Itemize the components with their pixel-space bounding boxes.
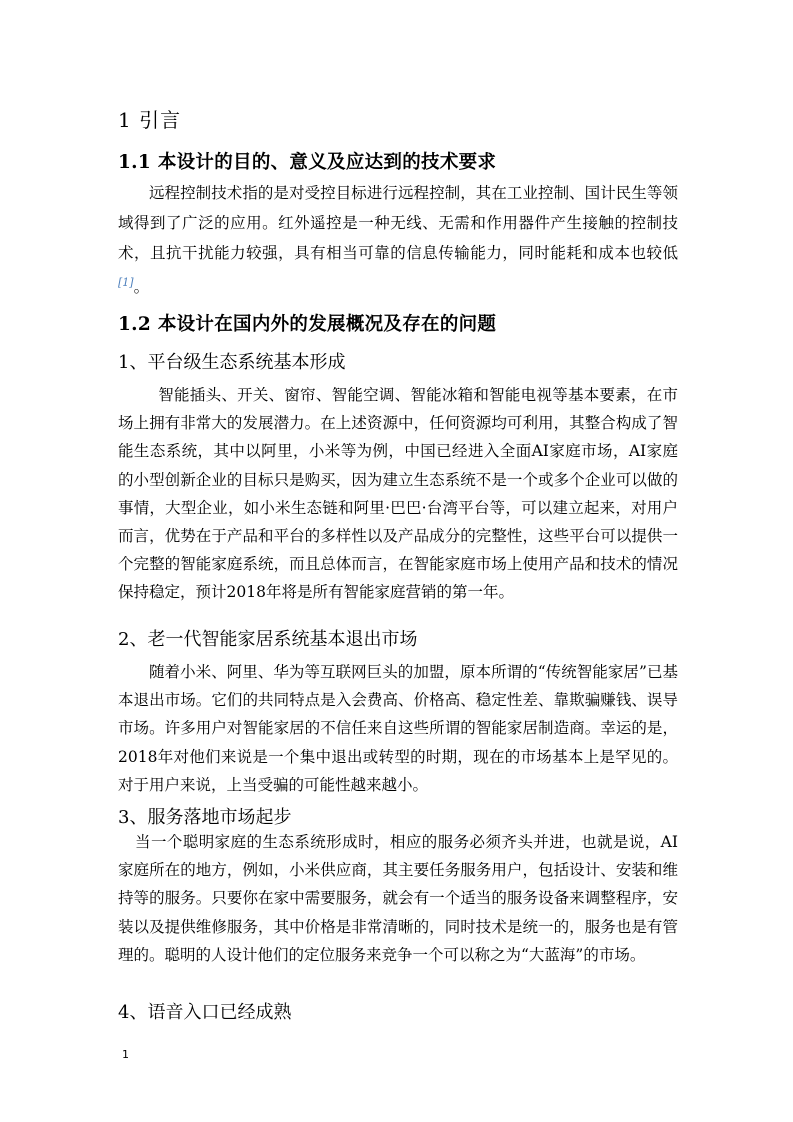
paragraph-purpose-text: 远程控制技术指的是对受控目标进行远程控制，其在工业控制、国计民生等领域得到了广泛的应用。红外遥控是一种无线、无需和作用器件产生接触的控制技术，且抗干扰能力较强，具有相当可靠的信息传输能力，同时能耗和成本也较低 [118, 184, 678, 262]
citation-link[interactable]: [1] [118, 276, 134, 289]
page-number: 1 [122, 1048, 129, 1061]
subsection-heading-2: 2、老一代智能家居系统基本退出市场 [118, 629, 418, 650]
paragraph-service: 当一个聪明家庭的生态系统形成时，相应的服务必须齐头并进，也就是说，AI家庭所在的地方，例如，小米供应商，其主要任务服务用户，包括设计、安装和维持等的服务。只要你在家中需要服务，就会有一个适当的服务设备来调整程序，安装以及提供维修服务，其中价格是非常清晰的，同时技术是统一的，服务也是有管理的。聪明的人设计他们的定位服务来竞争一个可以称之为“大蓝海”的市场。 [118, 833, 678, 964]
paragraph-ecosystem: 智能插头、开关、窗帘、智能空调、智能冰箱和智能电视等基本要素，在市场上拥有非常大的发展潜力。在上述资源中，任何资源均可利用，其整合构成了智能生态系统，其中以阿里，小米等为例，中国已经进入全面AI家庭市场，AI家庭的小型创新企业的目标只是购买，因为建立生态系统不是一个或多个企业可以做的事情，大型企业，如小米生态链和阿里·巴巴·台湾平台等，可以建立起来，对用户而言，优势在于产品和平台的多样性以及产品成分的完整性，这些平台可以提供一个完整的智能家庭系统，而且总体而言，在智能家庭市场上使用产品和技术的情况保持稳定，预计2018年将是所有智能家庭营销的第一年。 [118, 386, 678, 602]
subsection-heading-1: 1、平台级生态系统基本形成 [118, 352, 346, 373]
paragraph-old-generation: 随着小米、阿里、华为等互联网巨头的加盟，原本所谓的“传统智能家居”已基本退出市场。它们的共同特点是入会费高、价格高、稳定性差、靠欺骗赚钱、误导市场。许多用户对智能家居的不信任来自这些所谓的智能家居制造商。幸运的是，2018年对他们来说是一个集中退出或转型的时期，现在的市场基本上是罕见的。对于用户来说，上当受骗的可能性越来越小。 [118, 663, 678, 794]
paragraph-purpose-end: 。 [133, 278, 150, 296]
chapter-title: 1 引言 [118, 108, 182, 132]
section-heading-1-2: 1.2 本设计在国内外的发展概况及存在的问题 [118, 314, 497, 335]
section-heading-1-1: 1.1 本设计的目的、意义及应达到的技术要求 [118, 152, 497, 173]
paragraph-purpose [118, 178, 678, 302]
subsection-heading-3: 3、服务落地市场起步 [118, 807, 292, 828]
subsection-heading-4: 4、语音入口已经成熟 [118, 1002, 292, 1023]
